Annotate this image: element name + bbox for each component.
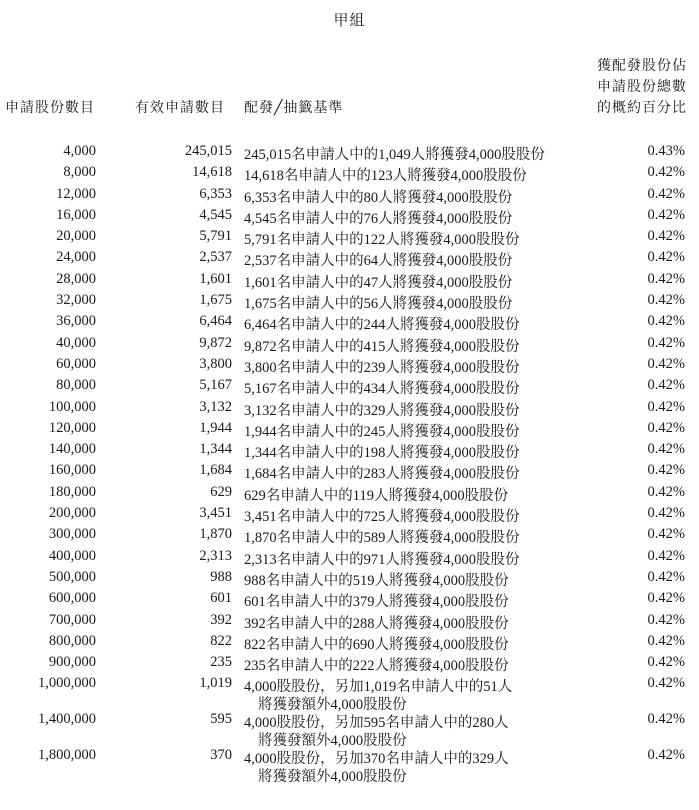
cell-approx-percentage: 0.42% (647, 568, 685, 585)
cell-shares-applied: 800,000 (48, 632, 96, 649)
cell-shares-applied: 40,000 (56, 334, 96, 351)
cell-approx-percentage: 0.42% (647, 483, 685, 500)
table-row (0, 207, 699, 228)
cell-shares-applied: 180,000 (48, 483, 96, 500)
column-header-pct-line: 申請股份總數 (597, 79, 687, 95)
cell-valid-applications: 235 (210, 654, 232, 671)
cell-shares-applied: 300,000 (48, 526, 96, 543)
cell-shares-applied: 20,000 (56, 228, 96, 245)
table-row (0, 441, 699, 462)
cell-allotment-basis: 1,684名申請人中的283人將獲發4,000股股份 (244, 466, 520, 483)
cell-valid-applications: 5,167 (199, 377, 232, 394)
cell-allotment-basis-continued: 將獲發額外4,000股股份 (258, 697, 407, 714)
table-row (0, 292, 699, 313)
cell-valid-applications: 5,791 (199, 228, 232, 245)
cell-shares-applied: 200,000 (48, 505, 96, 522)
cell-approx-percentage: 0.42% (647, 547, 685, 564)
cell-valid-applications: 370 (210, 747, 232, 764)
table-title: 甲組 (333, 11, 366, 29)
cell-allotment-basis: 1,601名申請人中的47人將獲發4,000股股份 (244, 274, 513, 291)
cell-approx-percentage: 0.42% (647, 611, 685, 628)
cell-approx-percentage: 0.42% (647, 398, 685, 415)
cell-valid-applications: 3,451 (199, 505, 232, 522)
cell-allotment-basis-continued: 將獲發額外4,000股股份 (258, 769, 407, 786)
cell-allotment-basis: 6,464名申請人中的244人將獲發4,000股股份 (244, 317, 520, 334)
cell-valid-applications: 601 (210, 590, 232, 607)
cell-allotment-basis: 3,451名申請人中的725人將獲發4,000股股份 (244, 509, 520, 526)
cell-shares-applied: 700,000 (48, 611, 96, 628)
cell-valid-applications: 6,353 (199, 185, 232, 202)
cell-valid-applications: 245,015 (184, 143, 232, 159)
cell-valid-applications: 1,675 (199, 292, 232, 309)
cell-shares-applied: 80,000 (56, 377, 96, 394)
cell-shares-applied: 28,000 (56, 270, 96, 287)
table-row (0, 420, 699, 441)
cell-shares-applied: 16,000 (56, 206, 96, 223)
cell-allotment-basis: 1,344名申請人中的198人將獲發4,000股股份 (244, 445, 520, 462)
table-row (0, 612, 699, 633)
cell-allotment-basis: 4,545名申請人中的76人將獲發4,000股股份 (244, 210, 513, 227)
column-header-pct-line: 的概約百分比 (597, 100, 687, 116)
table-row (0, 399, 699, 420)
cell-approx-percentage: 0.42% (647, 711, 685, 728)
cell-approx-percentage: 0.42% (647, 270, 685, 287)
cell-shares-applied: 1,800,000 (38, 747, 96, 764)
cell-shares-applied: 12,000 (56, 185, 96, 202)
cell-allotment-basis: 2,537名申請人中的64人將獲發4,000股股份 (244, 253, 513, 270)
table-row (0, 186, 699, 207)
cell-valid-applications: 9,872 (199, 334, 232, 351)
table-row (0, 335, 699, 356)
cell-approx-percentage: 0.42% (647, 462, 685, 479)
cell-valid-applications: 1,344 (199, 441, 232, 458)
table-row (0, 164, 699, 185)
table-row (0, 271, 699, 292)
table-row (0, 356, 699, 377)
cell-valid-applications: 629 (210, 483, 232, 500)
cell-shares-applied: 100,000 (48, 398, 96, 415)
cell-allotment-basis: 3,800名申請人中的239人將獲發4,000股股份 (244, 359, 520, 376)
cell-allotment-basis: 5,791名申請人中的122人將獲發4,000股股份 (244, 232, 520, 249)
cell-valid-applications: 1,601 (199, 270, 232, 287)
cell-valid-applications: 595 (210, 711, 232, 728)
column-header-allotment-basis: 配發╱抽籤基準 (244, 100, 344, 116)
table-row (0, 484, 699, 505)
cell-approx-percentage: 0.42% (647, 377, 685, 394)
cell-allotment-basis: 3,132名申請人中的329人將獲發4,000股股份 (244, 402, 520, 419)
cell-allotment-basis: 5,167名申請人中的434人將獲發4,000股股份 (244, 381, 520, 398)
table-row (0, 633, 699, 654)
cell-approx-percentage: 0.42% (647, 185, 685, 202)
column-header-valid-applications: 有效申請數目 (135, 100, 225, 116)
cell-shares-applied: 500,000 (48, 568, 96, 585)
cell-allotment-basis: 4,000股股份，另加1,019名申請人中的51人 (244, 679, 513, 696)
cell-allotment-basis: 9,872名申請人中的415人將獲發4,000股股份 (244, 338, 520, 355)
cell-valid-applications: 4,545 (199, 206, 232, 223)
table-row (0, 526, 699, 547)
table-row (0, 143, 699, 164)
table-row (0, 228, 699, 249)
cell-approx-percentage: 0.42% (647, 292, 685, 309)
cell-approx-percentage: 0.42% (647, 164, 685, 181)
cell-allotment-basis: 4,000股股份，另加595名申請人中的280人 (244, 715, 509, 732)
cell-valid-applications: 2,537 (199, 249, 232, 266)
cell-valid-applications: 14,618 (192, 164, 232, 181)
cell-approx-percentage: 0.42% (647, 675, 685, 692)
cell-allotment-basis: 601名申請人中的379人將獲發4,000股股份 (244, 594, 509, 611)
cell-shares-applied: 60,000 (56, 355, 96, 372)
column-header-pct-line: 獲配發股份佔 (597, 58, 687, 74)
cell-shares-applied: 900,000 (48, 654, 96, 671)
cell-valid-applications: 1,684 (199, 462, 232, 479)
table-row (0, 654, 699, 675)
cell-allotment-basis: 822名申請人中的690人將獲發4,000股股份 (244, 636, 509, 653)
cell-valid-applications: 988 (210, 568, 232, 585)
cell-valid-applications: 392 (210, 611, 232, 628)
cell-shares-applied: 600,000 (48, 590, 96, 607)
cell-shares-applied: 120,000 (48, 419, 96, 436)
cell-allotment-basis: 1,944名申請人中的245人將獲發4,000股股份 (244, 423, 520, 440)
cell-allotment-basis: 6,353名申請人中的80人將獲發4,000股股份 (244, 189, 513, 206)
cell-approx-percentage: 0.42% (647, 355, 685, 372)
cell-allotment-basis-continued: 將獲發額外4,000股股份 (258, 733, 407, 750)
cell-shares-applied: 4,000 (63, 143, 96, 159)
cell-approx-percentage: 0.42% (647, 441, 685, 458)
cell-approx-percentage: 0.43% (647, 143, 685, 159)
table-row (0, 675, 699, 714)
cell-valid-applications: 822 (210, 632, 232, 649)
cell-approx-percentage: 0.42% (647, 632, 685, 649)
cell-allotment-basis: 14,618名申請人中的123人將獲發4,000股股份 (244, 168, 527, 185)
cell-allotment-basis: 1,675名申請人中的56人將獲發4,000股股份 (244, 296, 513, 313)
cell-approx-percentage: 0.42% (647, 747, 685, 764)
cell-valid-applications: 1,944 (199, 419, 232, 436)
table-row (0, 548, 699, 569)
cell-allotment-basis: 235名申請人中的222人將獲發4,000股股份 (244, 658, 509, 675)
cell-shares-applied: 140,000 (48, 441, 96, 458)
cell-shares-applied: 32,000 (56, 292, 96, 309)
cell-approx-percentage: 0.42% (647, 334, 685, 351)
cell-shares-applied: 400,000 (48, 547, 96, 564)
cell-shares-applied: 24,000 (56, 249, 96, 266)
cell-allotment-basis: 2,313名申請人中的971人將獲發4,000股股份 (244, 551, 520, 568)
cell-shares-applied: 1,000,000 (38, 675, 96, 692)
cell-approx-percentage: 0.42% (647, 526, 685, 543)
table-row (0, 747, 699, 786)
table-row (0, 249, 699, 270)
cell-approx-percentage: 0.42% (647, 590, 685, 607)
column-header-approx-percentage (597, 56, 687, 119)
table-row (0, 569, 699, 590)
cell-valid-applications: 1,019 (199, 675, 232, 692)
cell-shares-applied: 8,000 (63, 164, 96, 181)
table-row (0, 590, 699, 611)
cell-approx-percentage: 0.42% (647, 505, 685, 522)
cell-allotment-basis: 4,000股股份，另加370名申請人中的329人 (244, 751, 509, 768)
cell-shares-applied: 160,000 (48, 462, 96, 479)
cell-approx-percentage: 0.42% (647, 654, 685, 671)
cell-approx-percentage: 0.42% (647, 249, 685, 266)
cell-shares-applied: 36,000 (56, 313, 96, 330)
cell-allotment-basis: 1,870名申請人中的589人將獲發4,000股股份 (244, 530, 520, 547)
cell-allotment-basis: 392名申請人中的288人將獲發4,000股股份 (244, 615, 509, 632)
cell-valid-applications: 3,800 (199, 355, 232, 372)
table-row (0, 313, 699, 334)
cell-allotment-basis: 629名申請人中的119人將獲發4,000股股份 (244, 487, 509, 504)
cell-approx-percentage: 0.42% (647, 228, 685, 245)
allotment-table-body (0, 143, 699, 786)
cell-valid-applications: 6,464 (199, 313, 232, 330)
cell-approx-percentage: 0.42% (647, 206, 685, 223)
cell-approx-percentage: 0.42% (647, 419, 685, 436)
table-row (0, 462, 699, 483)
table-row (0, 377, 699, 398)
cell-valid-applications: 1,870 (199, 526, 232, 543)
cell-valid-applications: 2,313 (199, 547, 232, 564)
cell-valid-applications: 3,132 (199, 398, 232, 415)
cell-shares-applied: 1,400,000 (38, 711, 96, 728)
cell-allotment-basis: 245,015名申請人中的1,049人將獲發4,000股股份 (244, 147, 545, 163)
table-row (0, 711, 699, 750)
cell-approx-percentage: 0.42% (647, 313, 685, 330)
table-row (0, 505, 699, 526)
column-header-shares-applied: 申請股份數目 (5, 100, 95, 116)
cell-allotment-basis: 988名申請人中的519人將獲發4,000股股份 (244, 572, 509, 589)
